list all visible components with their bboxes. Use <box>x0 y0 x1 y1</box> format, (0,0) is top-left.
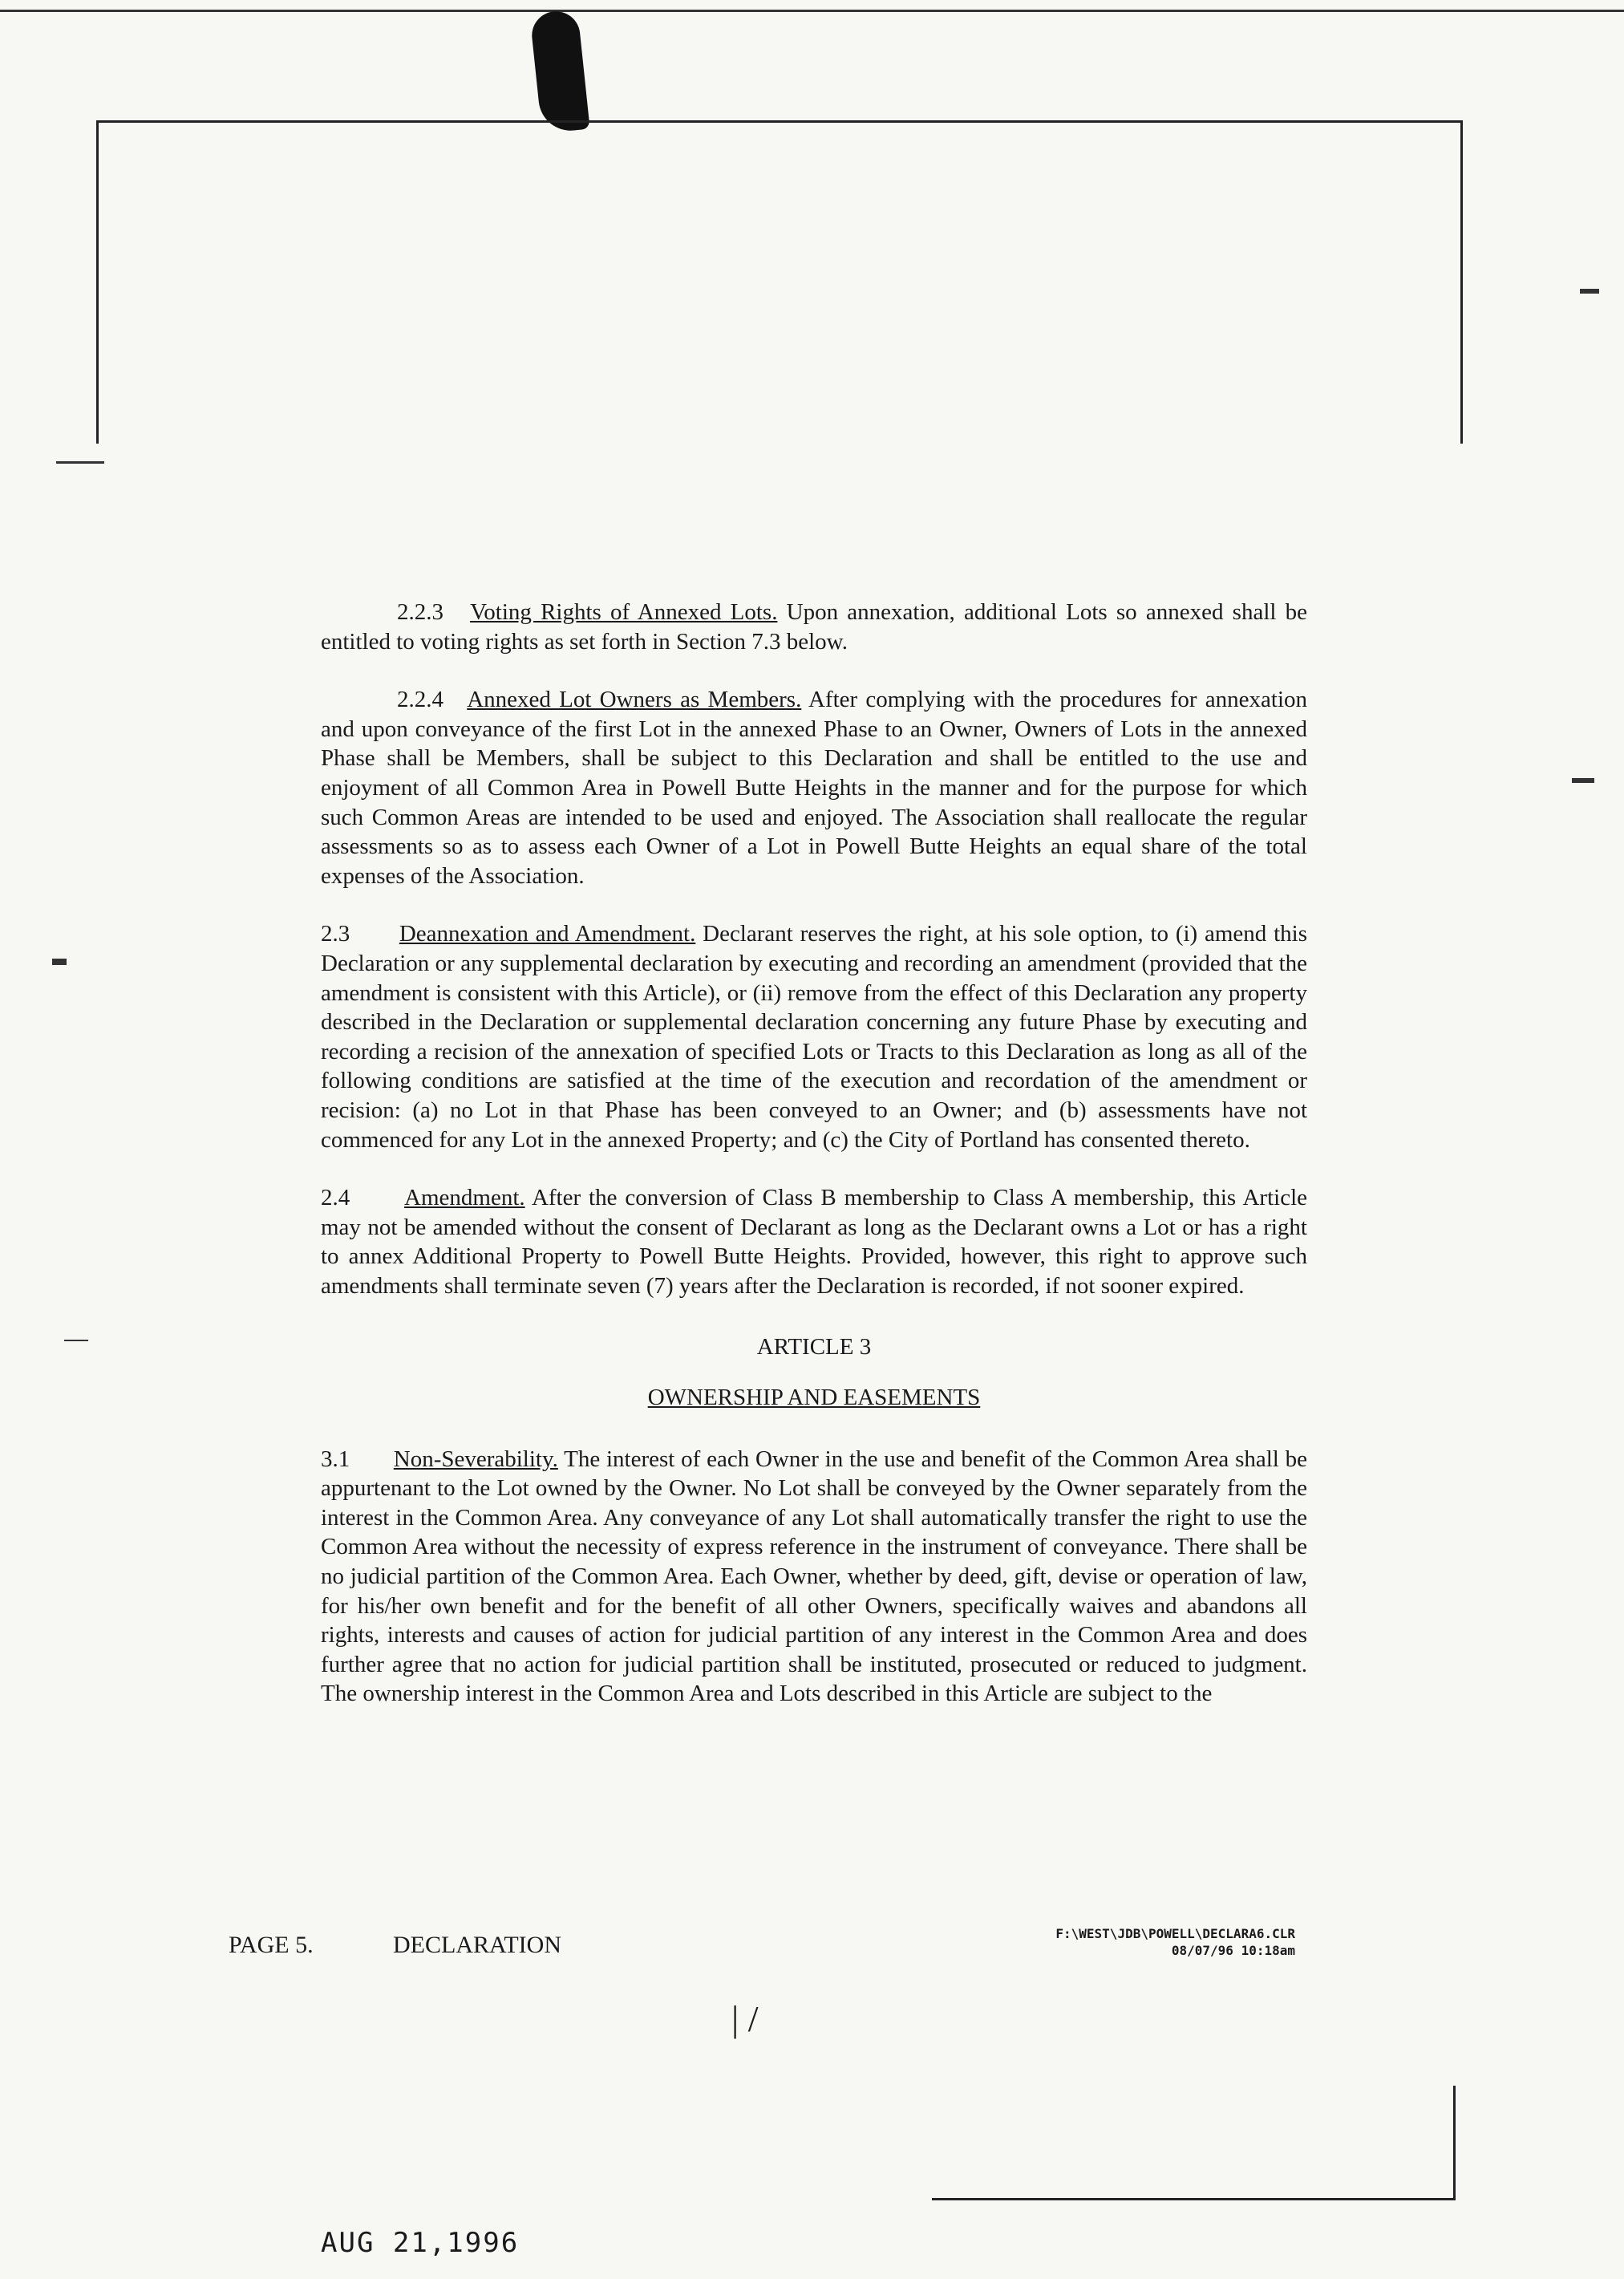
scan-speck <box>64 1340 88 1341</box>
section-number: 2.2.3 <box>397 599 443 625</box>
section-heading: Amendment. <box>404 1185 525 1211</box>
section-heading: Annexed Lot Owners as Members. <box>467 687 802 713</box>
scan-speck <box>1580 289 1599 294</box>
section-body: Declarant reserves the right, at his sole option, to (i) amend this Declaration or any supplemental declaration by executing and recording an amendment (provided that the amendment is consistent with this Article), or (ii) remove from the effect of this Declaration any property described in the Declaration or supplemental declaration concerning any future Phase by executing and recording a recision of the annexation of specified Lots or Tracts to this Declaration as long as all of the following conditions are satisfied at the time of the execution and recordation of the amendment or recision: (a) no Lot in that Phase has been conveyed to an Owner; and (b) assessments have not commenced for any Lot in the annexed Property; and (c) the City of Portland has consented thereto. <box>321 921 1307 1153</box>
section-body: The interest of each Owner in the use and benefit of the Common Area shall be appurtenant to the Lot owned by the Owner. No Lot shall be conveyed by the Owner separately from the interest in the Common Area. Any conveyance of any Lot shall automatically transfer the right to use the Common Area without the necessity of express reference in the instrument of conveyance. There shall be no judicial partition of the Common Area. Each Owner, whether by deed, gift, devise or operation of law, for his/her own benefit and for the benefit of all other Owners, specifically waives and abandons all rights, interests and causes of action for judicial partition of any interest in the Common Area and does further agree that no action for judicial partition shall be instituted, prosecuted or reduced to judgment. The ownership interest in the Common Area and Lots described in this Article are subject to the <box>321 1446 1307 1707</box>
scan-speck <box>1572 778 1594 783</box>
section-number: 3.1 <box>321 1446 350 1472</box>
file-timestamp: 08/07/96 10:18am <box>1171 1943 1295 1958</box>
section-number: 2.3 <box>321 921 350 947</box>
section-3-1 <box>321 1445 1307 1709</box>
scan-speck <box>56 461 104 464</box>
corner-bracket <box>932 2086 1456 2200</box>
scan-top-edge <box>0 10 1624 12</box>
section-body: After the conversion of Class B membership to Class A membership, this Article may not be amended without the consent of Declarant as long as the Declarant owns a Lot or has a right to annex Additional Property to Powell Butte Heights. Provided, however, this right to approve such amendments shall terminate seven (7) years after the Declaration is recorded, if not sooner expired. <box>321 1185 1307 1299</box>
redaction-box <box>96 120 1463 444</box>
section-body: After complying with the procedures for annexation and upon conveyance of the first Lot in the annexed Phase to an Owner, Owners of Lots in the annexed Phase shall be Members, shall be subject to this Declaration and shall be entitled to the use and enjoyment of all Common Area in Powell Butte Heights in the manner and for the purpose for which such Common Areas are intended to be used and enjoyed. The Association shall reallocate the regular assessments so as to assess each Owner of a Lot in Powell Butte Heights an equal share of the total expenses of the Association. <box>321 687 1308 889</box>
file-path: F:\WEST\JDB\POWELL\DECLARA6.CLR <box>1055 1926 1295 1941</box>
section-2-3 <box>321 919 1307 1154</box>
section-body: Upon annexation, additional Lots so annexed shall be entitled to voting rights as set forth in Section 7.3 below. <box>321 599 1307 655</box>
document-title: DECLARATION <box>393 1932 561 1958</box>
section-heading: Voting Rights of Annexed Lots. <box>470 599 778 625</box>
section-2-2-3 <box>321 598 1307 656</box>
section-2-4 <box>321 1183 1307 1300</box>
handwritten-mark: | / <box>731 1998 759 2039</box>
article-subtitle: OWNERSHIP AND EASEMENTS <box>647 1385 981 1411</box>
section-heading: Non-Severability. <box>393 1446 558 1472</box>
section-number: 2.4 <box>321 1185 350 1211</box>
scan-smudge <box>529 9 589 133</box>
section-2-2-4 <box>321 685 1307 890</box>
date-stamp: AUG 21,1996 <box>321 2227 520 2259</box>
declaration-body <box>321 598 1307 1738</box>
scan-speck <box>52 959 67 965</box>
article-title: ARTICLE 3 <box>756 1334 872 1361</box>
page-footer <box>229 1925 1295 1973</box>
file-reference <box>1055 1925 1295 1959</box>
page-number: PAGE 5. <box>229 1932 314 1958</box>
section-number: 2.2.4 <box>397 687 443 713</box>
section-heading: Deannexation and Amendment. <box>399 921 696 947</box>
